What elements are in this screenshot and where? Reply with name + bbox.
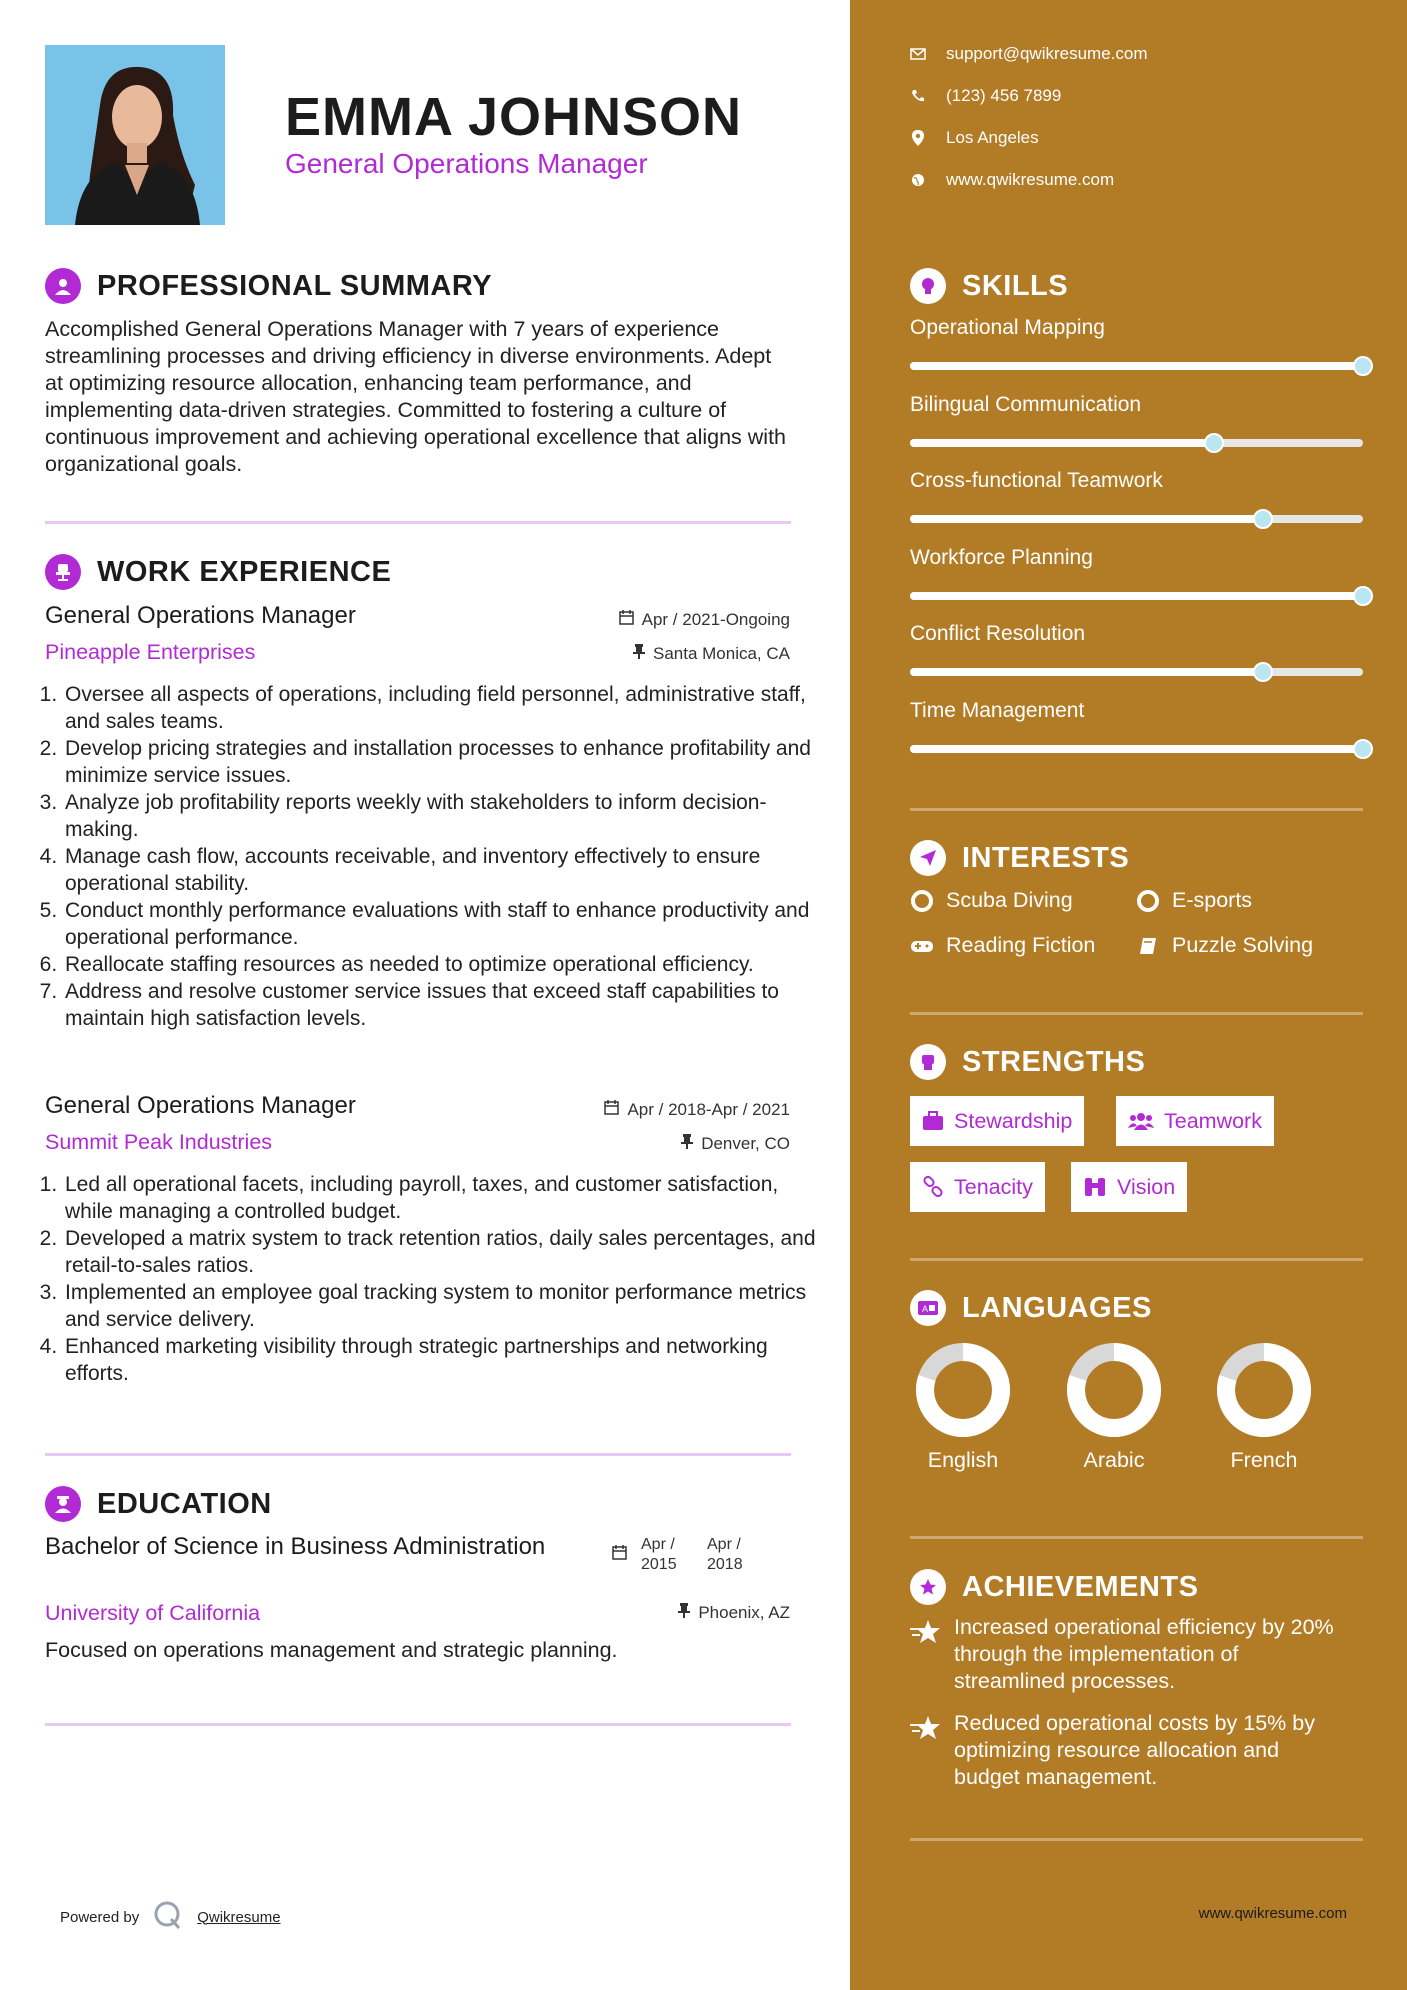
education-dates [612, 1535, 759, 1575]
lightbulb-icon [910, 268, 946, 304]
skill-item [910, 393, 1363, 447]
achievement-item [910, 1710, 1350, 1791]
strength-label: Tenacity [954, 1174, 1033, 1199]
user-icon [45, 268, 81, 304]
envelope-icon [910, 48, 926, 60]
list-item: 1. Led all operational facets, including payroll, taxes, and customer satisfaction, while managing a controlled budget. [63, 1171, 823, 1225]
section-divider [910, 808, 1363, 811]
skill-bar [910, 592, 1363, 600]
map-pin-icon [910, 130, 926, 146]
skill-bar-fill [910, 592, 1363, 600]
skill-bar-knob [1204, 433, 1224, 453]
interest-label: Scuba Diving [946, 888, 1073, 912]
strength-label: Stewardship [954, 1108, 1073, 1133]
skills-title: SKILLS [962, 269, 1069, 302]
list-item: 4. Manage cash flow, accounts receivable, and inventory effectively to ensure operational stability. [63, 843, 823, 897]
contact-email[interactable] [910, 44, 1148, 64]
skill-name: Operational Mapping [910, 316, 1105, 339]
skill-bar [910, 515, 1363, 523]
section-divider [910, 1012, 1363, 1015]
skill-bar-knob [1353, 586, 1373, 606]
education-description: Focused on operations management and strategic planning. [45, 1638, 618, 1662]
language-name: French [1230, 1448, 1298, 1472]
skill-name: Workforce Planning [910, 545, 1093, 569]
list-item: 3. Analyze job profitability reports weekly with stakeholders to inform decision-making. [63, 789, 823, 843]
section-divider [910, 1536, 1363, 1539]
job-title: General Operations Manager [45, 602, 356, 629]
skill-bar [910, 668, 1363, 676]
calendar-icon [604, 1100, 619, 1120]
job-location [681, 1133, 790, 1154]
language-item [1054, 1342, 1174, 1473]
interest-item [910, 888, 1073, 913]
contact-website-text: www.qwikresume.com [946, 170, 1115, 189]
education-end-date: Apr / 2018 [707, 1536, 743, 1573]
skill-bar [910, 745, 1363, 753]
company-name: Summit Peak Industries [45, 1130, 273, 1154]
gamepad-icon [910, 938, 934, 954]
interests-title: INTERESTS [962, 841, 1130, 874]
list-item: 4. Enhanced marketing visibility through strategic partnerships and networking efforts. [63, 1333, 823, 1387]
language-level-ring [915, 1342, 1011, 1438]
contact-phone-text: (123) 456 7899 [946, 86, 1062, 105]
strengths-heading [910, 1044, 1145, 1080]
school-name: University of California [45, 1601, 261, 1625]
achievements-title: ACHIEVEMENTS [962, 1570, 1199, 1603]
candidate-name: EMMA JOHNSON [285, 87, 743, 147]
binoculars-icon [1083, 1176, 1107, 1198]
job-location [633, 643, 790, 664]
job-dates [604, 1100, 790, 1120]
skill-name: Conflict Resolution [910, 622, 1086, 645]
interest-label: Reading Fiction [946, 933, 1096, 957]
language-item [1204, 1342, 1324, 1473]
language-icon [910, 1290, 946, 1326]
contact-location [910, 128, 1039, 148]
list-item: 3. Implemented an employee goal tracking system to monitor performance metrics and service delivery. [63, 1279, 823, 1333]
achievement-item [910, 1614, 1350, 1695]
interest-item [1136, 933, 1313, 958]
section-divider [910, 1258, 1363, 1261]
footer-website[interactable]: www.qwikresume.com [1198, 1905, 1347, 1922]
skill-bar-fill [910, 439, 1214, 447]
language-name: Arabic [1083, 1448, 1145, 1472]
strength-tag [910, 1162, 1045, 1212]
link-icon [922, 1176, 944, 1198]
job-location-text: Denver, CO [701, 1133, 790, 1153]
languages-title: LANGUAGES [962, 1291, 1152, 1324]
degree-name: Bachelor of Science in Business Administration [45, 1533, 546, 1560]
language-level-ring [1066, 1342, 1162, 1438]
contact-location-text: Los Angeles [946, 128, 1039, 147]
svg-text:A: A [922, 1304, 929, 1314]
book-icon [1136, 936, 1160, 956]
skill-item [910, 622, 1363, 676]
list-item: 2. Developed a matrix system to track retention ratios, daily sales percentages, and retail-to-sales ratios. [63, 1225, 823, 1279]
job-duties-list [35, 681, 823, 1032]
paper-plane-icon [910, 840, 946, 876]
job-location-text: Santa Monica, CA [652, 643, 790, 663]
contact-phone[interactable] [910, 86, 1061, 106]
pin-icon [633, 643, 645, 664]
strengths-title: STRENGTHS [962, 1045, 1146, 1078]
job-dates-text: Apr / 2018-Apr / 2021 [627, 1100, 790, 1119]
skill-bar-knob [1353, 739, 1373, 759]
education-heading [45, 1486, 272, 1522]
powered-by-label: Powered by [60, 1908, 140, 1926]
languages-heading [910, 1290, 1152, 1326]
list-item: 5. Conduct monthly performance evaluations with staff to enhance productivity and operational performance. [63, 897, 823, 951]
skill-bar-fill [910, 668, 1263, 676]
company-name: Pineapple Enterprises [45, 640, 256, 664]
strength-label: Teamwork [1164, 1108, 1262, 1133]
job-dates-text: Apr / 2021-Ongoing [641, 610, 790, 629]
list-item: 1. Oversee all aspects of operations, including field personnel, administrative staff, and sales teams. [63, 681, 823, 735]
skill-name: Bilingual Communication [910, 392, 1142, 416]
section-divider [45, 1723, 791, 1726]
skill-name: Time Management [910, 698, 1085, 722]
skill-item [910, 546, 1363, 600]
achievements-heading [910, 1569, 1198, 1605]
section-divider [45, 1453, 791, 1456]
strength-tag [910, 1096, 1084, 1146]
skill-bar-fill [910, 515, 1263, 523]
experience-heading [45, 554, 391, 590]
strength-tag [1116, 1096, 1274, 1146]
contact-email-text: support@qwikresume.com [946, 44, 1148, 63]
summary-title: PROFESSIONAL SUMMARY [97, 269, 493, 302]
language-item [903, 1342, 1023, 1473]
calendar-icon [612, 1535, 627, 1575]
skill-item [910, 469, 1363, 523]
summary-heading [45, 268, 492, 304]
list-item: 7. Address and resolve customer service issues that exceed staff capabilities to maintain high satisfaction levels. [63, 978, 823, 1032]
job-title: General Operations Manager [45, 1092, 356, 1119]
achievement-text: Reduced operational costs by 15% by optimizing resource allocation and budget management. [954, 1711, 1315, 1789]
job-duties-list [35, 1171, 823, 1387]
interests-heading [910, 840, 1129, 876]
section-divider [45, 521, 791, 524]
education-start-date: Apr / 2015 [641, 1536, 677, 1573]
star-badge-icon [910, 1569, 946, 1605]
education-location [678, 1602, 790, 1623]
education-location-text: Phoenix, AZ [698, 1602, 790, 1622]
section-divider [910, 1838, 1363, 1841]
list-item: 2. Develop pricing strategies and installation processes to enhance profitability and minimize service issues. [63, 735, 823, 789]
users-icon [1128, 1111, 1154, 1131]
summary-text: Accomplished General Operations Manager with 7 years of experience streamlining processes and driving efficiency in diverse environments. Adept at optimizing resource allocation, enhancing team performance, and implementing data-driven strategies. Committed to fostering a culture of continuous improvement and achieving operational excellence that aligns with organizational goals. [45, 317, 787, 476]
pin-icon [681, 1133, 693, 1154]
skills-heading [910, 268, 1068, 304]
skill-bar [910, 362, 1363, 370]
qwikresume-link[interactable]: Qwikresume [197, 1908, 281, 1926]
job-dates [619, 610, 790, 630]
language-name: English [927, 1448, 999, 1472]
graduate-icon [45, 1486, 81, 1522]
candidate-title: General Operations Manager [285, 148, 648, 179]
qwikresume-logo-icon [153, 1900, 183, 1934]
skill-bar-knob [1353, 356, 1373, 376]
interest-item [1136, 888, 1252, 913]
skill-bar [910, 439, 1363, 447]
chair-icon [45, 554, 81, 590]
profile-photo [45, 45, 225, 225]
strength-label: Vision [1117, 1174, 1176, 1199]
powered-by [60, 1900, 281, 1934]
list-item: 6. Reallocate staffing resources as needed to optimize operational efficiency. [63, 951, 823, 978]
star-icon [910, 1710, 942, 1791]
pin-icon [678, 1602, 690, 1623]
star-icon [910, 1614, 942, 1695]
skill-item [910, 699, 1363, 753]
experience-title: WORK EXPERIENCE [97, 555, 392, 588]
briefcase-icon [922, 1111, 944, 1131]
strength-tag [1071, 1162, 1187, 1212]
language-level-ring [1216, 1342, 1312, 1438]
achievement-text: Increased operational efficiency by 20% through the implementation of streamlined processes. [954, 1615, 1334, 1693]
education-title: EDUCATION [97, 1487, 272, 1520]
skill-item [910, 316, 1363, 370]
skill-bar-fill [910, 362, 1363, 370]
contact-website[interactable] [910, 170, 1114, 190]
lifebuoy-icon [910, 890, 934, 912]
skill-bar-fill [910, 745, 1363, 753]
lifebuoy-icon [1136, 890, 1160, 912]
phone-icon [910, 89, 926, 103]
calendar-icon [619, 610, 634, 630]
interest-label: Puzzle Solving [1172, 933, 1314, 957]
interest-item [910, 933, 1095, 958]
interest-label: E-sports [1172, 888, 1253, 912]
globe-icon [910, 173, 926, 187]
fist-icon [910, 1044, 946, 1080]
skill-name: Cross-functional Teamwork [910, 469, 1163, 492]
